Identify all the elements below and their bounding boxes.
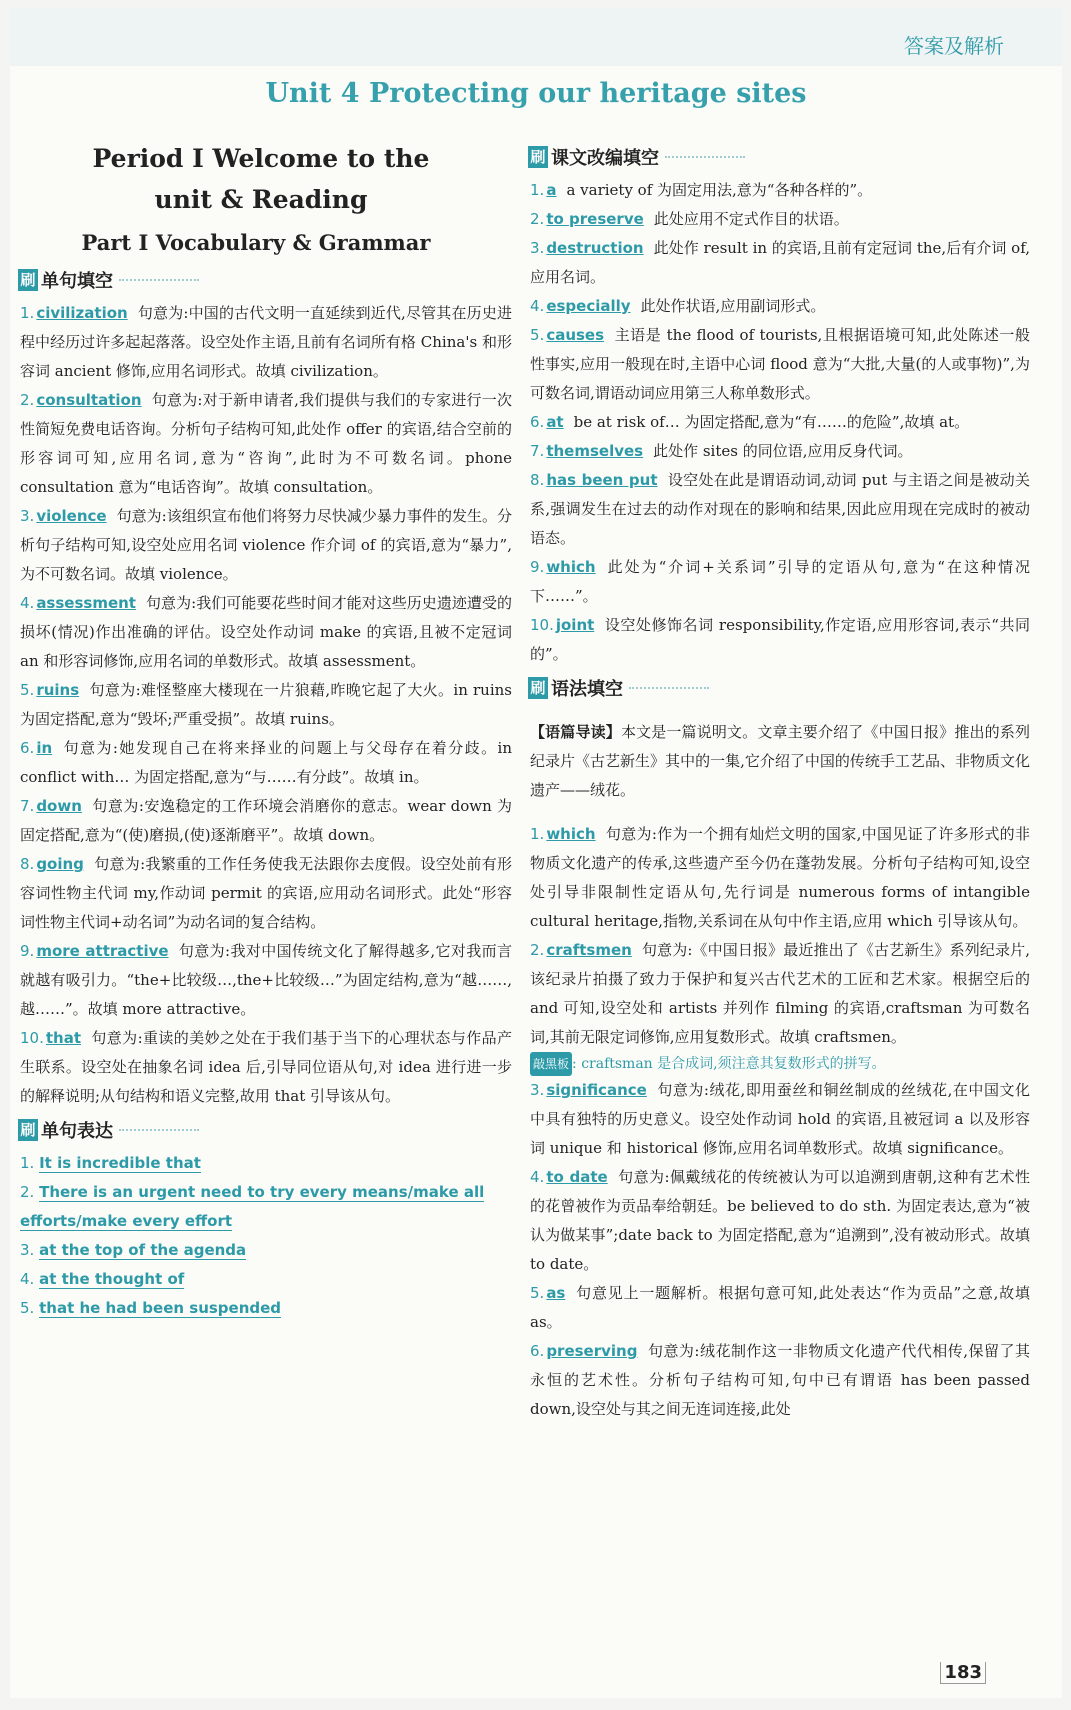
answer-item — [20, 502, 512, 589]
answer-text: craftsmen — [546, 941, 632, 959]
item-number: 4. — [20, 594, 35, 612]
section-header-text-adapt — [528, 142, 1030, 172]
item-number: 5. — [530, 326, 545, 344]
answer-item — [530, 234, 1030, 292]
answer-item — [530, 936, 1030, 1052]
answer-text: in — [36, 739, 53, 757]
item-number: 6. — [20, 739, 35, 757]
item-number: 9. — [20, 942, 35, 960]
answer-text: preserving — [546, 1342, 638, 1360]
answer-item — [20, 676, 512, 734]
explanation-text: 此处作 result in 的宾语,且前有定冠词 the,后有介词 of,应用名词。 — [530, 239, 1030, 286]
expression-item — [20, 1149, 512, 1178]
item-number: 1. — [20, 1154, 35, 1172]
text-adapt-list — [530, 176, 1030, 669]
answer-text: violence — [36, 507, 107, 525]
answer-text: civilization — [36, 304, 128, 322]
answer-text: assessment — [36, 594, 136, 612]
explanation-text: 设空处在此是谓语动词,动词 put 与主语之间是被动关系,强调发生在过去的动作对现在的影响和结果,因此应用现在完成时的被动语态。 — [530, 471, 1030, 547]
explanation-text: 句意为:我们可能要花些时间才能对这些历史遗迹遭受的损坏(情况)作出准确的评估。设空处作动词 make 的宾语,且被不定冠词 an 和形容词修饰,应用名词的单数形式。故填 assessment。 — [20, 594, 512, 670]
section-header-single-fill — [18, 265, 512, 295]
explanation-text: 此处为“介词+关系词”引导的定语从句,意为“在这种情况下……”。 — [530, 558, 1030, 605]
answer-text: themselves — [546, 442, 644, 460]
answer-item — [20, 937, 512, 1024]
explanation-text: 句意为:作为一个拥有灿烂文明的国家,中国见证了许多形式的非物质文化遗产的传承,这些遗产至今仍在蓬勃发展。分析句子结构可知,设空处引导非限制性定语从句,先行词是 numerous forms of intangible cultural heritage,指物,关系词在从句中作主语,应用 which 引导该从句。 — [530, 825, 1030, 930]
note-text: craftsman 是合成词,须注意其复数形式的拼写。 — [581, 1056, 886, 1072]
answer-item — [20, 299, 512, 386]
item-number: 4. — [20, 1270, 35, 1288]
period-title-line1: Period Ⅰ Welcome to the — [92, 144, 430, 173]
explanation-text: 句意为:对于新申请者,我们提供与我们的专家进行一次性简短免费电话咨询。分析句子结构可知,此处作 offer 的宾语,结合空前的形容词可知,应用名词,意为“咨询”,此时为不可数名词。phone consultation 意为“电话咨询”。故填 consultation。 — [20, 391, 512, 496]
expression-item — [20, 1265, 512, 1294]
answer-text: a — [546, 181, 557, 199]
item-number: 7. — [530, 442, 545, 460]
dotted-divider — [119, 1129, 199, 1131]
answer-text: at — [546, 413, 564, 431]
explanation-text: be at risk of… 为固定搭配,意为“有……的危险”,故填 at。 — [573, 413, 970, 431]
answer-text: that he had been suspended — [39, 1299, 282, 1317]
item-number: 7. — [20, 797, 35, 815]
guide-text: 本文是一篇说明文。文章主要介绍了《中国日报》推出的系列纪录片《古艺新生》其中的一集,它介绍了中国的传统手工艺品、非物质文化遗产——绒花。 — [530, 723, 1030, 799]
answer-item — [530, 321, 1030, 408]
section-header-grammar-fill — [528, 673, 1030, 703]
item-number: 3. — [530, 1081, 545, 1099]
expression-item — [20, 1236, 512, 1265]
answer-item — [20, 386, 512, 502]
page-number: 183 — [940, 1662, 986, 1684]
explanation-text: 设空处修饰名词 responsibility,作定语,应用形容词,表示“共同的”。 — [530, 616, 1030, 663]
answer-text: to preserve — [546, 210, 644, 228]
answer-item — [20, 1024, 512, 1111]
answer-text: consultation — [36, 391, 142, 409]
part-title: Part Ⅰ Vocabulary & Grammar — [81, 230, 431, 255]
period-title — [10, 138, 512, 220]
grammar-fill-list — [530, 820, 1030, 1424]
explanation-text: 句意为:她发现自己在将来择业的问题上与父母存在着分歧。in conflict with… 为固定搭配,意为“与……有分歧”。故填 in。 — [20, 739, 512, 786]
right-column — [530, 138, 1030, 1424]
item-number: 3. — [20, 507, 35, 525]
explanation-text: 句意为:重读的美妙之处在于我们基于当下的心理状态与作品产生联系。设空处在抽象名词 idea 后,引导同位语从句,对 idea 进行进一步的解释说明;从句结构和语义完整,故用 that 引导该从句。 — [20, 1029, 512, 1105]
expression-item — [20, 1294, 512, 1323]
item-number: 5. — [20, 681, 35, 699]
item-number: 3. — [530, 239, 545, 257]
answer-text: to date — [546, 1168, 608, 1186]
section-title: 语法填空 — [551, 679, 623, 700]
answer-text: joint — [555, 616, 595, 634]
explanation-text: 句意见上一题解析。根据句意可知,此处表达“作为贡品”之意,故填 as。 — [530, 1284, 1030, 1331]
period-title-line2: unit & Reading — [154, 185, 368, 214]
answer-text: significance — [546, 1081, 647, 1099]
key-note: 敲黑板 : craftsman 是合成词,须注意其复数形式的拼写。 — [530, 1052, 1030, 1076]
explanation-text: 句意为:该组织宣布他们将努力尽快减少暴力事件的发生。分析句子结构可知,设空处应用名词 violence 作介词 of 的宾语,意为“暴力”,为不可数名词。故填 violence。 — [20, 507, 512, 583]
dotted-divider — [119, 279, 199, 281]
answer-text: as — [546, 1284, 566, 1302]
item-number: 2. — [530, 941, 545, 959]
header-label: 答案及解析 — [904, 34, 1004, 58]
answer-item — [530, 408, 1030, 437]
answer-text: at the top of the agenda — [39, 1241, 247, 1259]
item-number: 2. — [530, 210, 545, 228]
answer-text: which — [546, 825, 596, 843]
explanation-text: 句意为:中国的古代文明一直延续到近代,尽管其在历史进程中经历过许多起起落落。设空处作主语,且前有名词所有格 China's 和形容词 ancient 修饰,应用名词形式。故填 civilization。 — [20, 304, 512, 380]
explanation-text: 句意为:我对中国传统文化了解得越多,它对我而言就越有吸引力。“the+比较级…,the+比较级…”为固定结构,意为“越……,越……”。故填 more attractive。 — [20, 942, 512, 1018]
brush-icon: 刷 — [528, 146, 548, 168]
brush-icon: 刷 — [18, 1119, 38, 1141]
explanation-text: 此处应用不定式作目的状语。 — [653, 210, 849, 228]
answer-item — [530, 1163, 1030, 1279]
item-number: 2. — [20, 1183, 35, 1201]
item-number: 1. — [20, 304, 35, 322]
explanation-text: 句意为:绒花制作这一非物质文化遗产代代相传,保留了其永恒的艺术性。分析句子结构可知,句中已有谓语 has been passed down,设空处与其之间无连词连接,此处 — [530, 1342, 1030, 1418]
item-number: 10. — [530, 616, 554, 634]
answer-text: down — [36, 797, 82, 815]
answer-item — [530, 1337, 1030, 1424]
answer-text: more attractive — [36, 942, 169, 960]
answer-text: ruins — [36, 681, 80, 699]
item-number: 1. — [530, 181, 545, 199]
item-number: 8. — [20, 855, 35, 873]
answer-text: especially — [546, 297, 631, 315]
explanation-text: 句意为:我繁重的工作任务使我无法跟你去度假。设空处前有形容词性物主代词 my,作动词 permit 的宾语,应用动名词形式。此处“形容词性物主代词+动名词”为动名词的复合结构。 — [20, 855, 512, 931]
brush-icon: 刷 — [18, 269, 38, 291]
item-number: 5. — [530, 1284, 545, 1302]
answer-item — [530, 292, 1030, 321]
answer-item — [530, 205, 1030, 234]
expression-item — [20, 1178, 512, 1236]
answer-text: There is an urgent need to try every means/make all efforts/make every effort — [20, 1183, 485, 1230]
item-number: 8. — [530, 471, 545, 489]
expression-list — [20, 1149, 512, 1323]
item-number: 9. — [530, 558, 545, 576]
item-number: 1. — [530, 825, 545, 843]
answer-text: at the thought of — [39, 1270, 185, 1288]
item-number: 6. — [530, 1342, 545, 1360]
explanation-text: 此处作状语,应用副词形式。 — [640, 297, 826, 315]
answer-item — [20, 792, 512, 850]
item-number: 4. — [530, 1168, 545, 1186]
explanation-text: 句意为:安逸稳定的工作环境会消磨你的意志。wear down 为固定搭配,意为“(使)磨损,(使)逐渐磨平”。故填 down。 — [20, 797, 512, 844]
single-fill-list — [20, 299, 512, 1111]
answer-item — [530, 466, 1030, 553]
answer-item — [530, 176, 1030, 205]
explanation-text: 句意为:绒花,即用蚕丝和铜丝制成的丝绒花,在中国文化中具有独特的历史意义。设空处作动词 hold 的宾语,且被冠词 a 以及形容词 unique 和 historical 修饰,应用名词单数形式。故填 significance。 — [530, 1081, 1030, 1157]
answer-item — [530, 1076, 1030, 1163]
unit-title: Unit 4 Protecting our heritage sites — [265, 78, 807, 109]
item-number: 5. — [20, 1299, 35, 1317]
passage-guide — [530, 718, 1030, 805]
answer-text: has been put — [546, 471, 658, 489]
left-column — [20, 138, 512, 1323]
item-number: 3. — [20, 1241, 35, 1259]
answer-text: going — [36, 855, 84, 873]
guide-label: 【语篇导读】 — [530, 723, 621, 741]
explanation-text: 句意为:《中国日报》最近推出了《古艺新生》系列纪录片,该纪录片拍摄了致力于保护和复兴古代艺术的工匠和艺术家。根据空后的 and 可知,设空处和 artists 并列作 filming 的宾语,craftsman 为可数名词,其前无限定词修饰,应用复数形式。故填 craftsmen。 — [530, 941, 1030, 1046]
answer-text: that — [45, 1029, 82, 1047]
explanation-text: 此处作 sites 的同位语,应用反身代词。 — [653, 442, 913, 460]
answer-item — [20, 850, 512, 937]
section-title: 单句表达 — [41, 1121, 113, 1142]
answer-item — [20, 589, 512, 676]
answer-item — [20, 734, 512, 792]
item-number: 4. — [530, 297, 545, 315]
answer-item — [530, 820, 1030, 936]
dotted-divider — [629, 687, 709, 689]
dotted-divider — [665, 156, 745, 158]
explanation-text: 句意为:难怪整座大楼现在一片狼藉,昨晚它起了大火。in ruins 为固定搭配,意为“毁坏;严重受损”。故填 ruins。 — [20, 681, 512, 728]
section-title: 单句填空 — [41, 271, 113, 292]
explanation-text: 句意为:佩戴绒花的传统被认为可以追溯到唐朝,这种有艺术性的花曾被作为贡品奉给朝廷。be believed to do sth. 为固定表达,意为“被认为做某事”;date back to 为固定搭配,意为“追溯到”,没有被动形式。故填 to date。 — [530, 1168, 1031, 1273]
explanation-text: a variety of 为固定用法,意为“各种各样的”。 — [566, 181, 873, 199]
answer-text: destruction — [546, 239, 644, 257]
answer-page — [10, 8, 1062, 1698]
answer-text: It is incredible that — [39, 1154, 201, 1172]
brush-icon: 刷 — [528, 677, 548, 699]
answer-text: which — [546, 558, 596, 576]
item-number: 10. — [20, 1029, 44, 1047]
item-number: 2. — [20, 391, 35, 409]
explanation-text: 主语是 the flood of tourists,且根据语境可知,此处陈述一般性事实,应用一般现在时,主语中心词 flood 意为“大批,大量(的人或事物)”,为可数名词,谓语动词应用第三人称单数形式。 — [530, 326, 1030, 402]
answer-text: causes — [546, 326, 605, 344]
answer-item — [530, 553, 1030, 611]
item-number: 6. — [530, 413, 545, 431]
answer-item — [530, 611, 1030, 669]
note-label: 敲黑板 — [530, 1052, 572, 1076]
answer-item — [530, 437, 1030, 466]
section-title: 课文改编填空 — [551, 148, 659, 169]
section-header-expression — [18, 1115, 512, 1145]
answer-item — [530, 1279, 1030, 1337]
